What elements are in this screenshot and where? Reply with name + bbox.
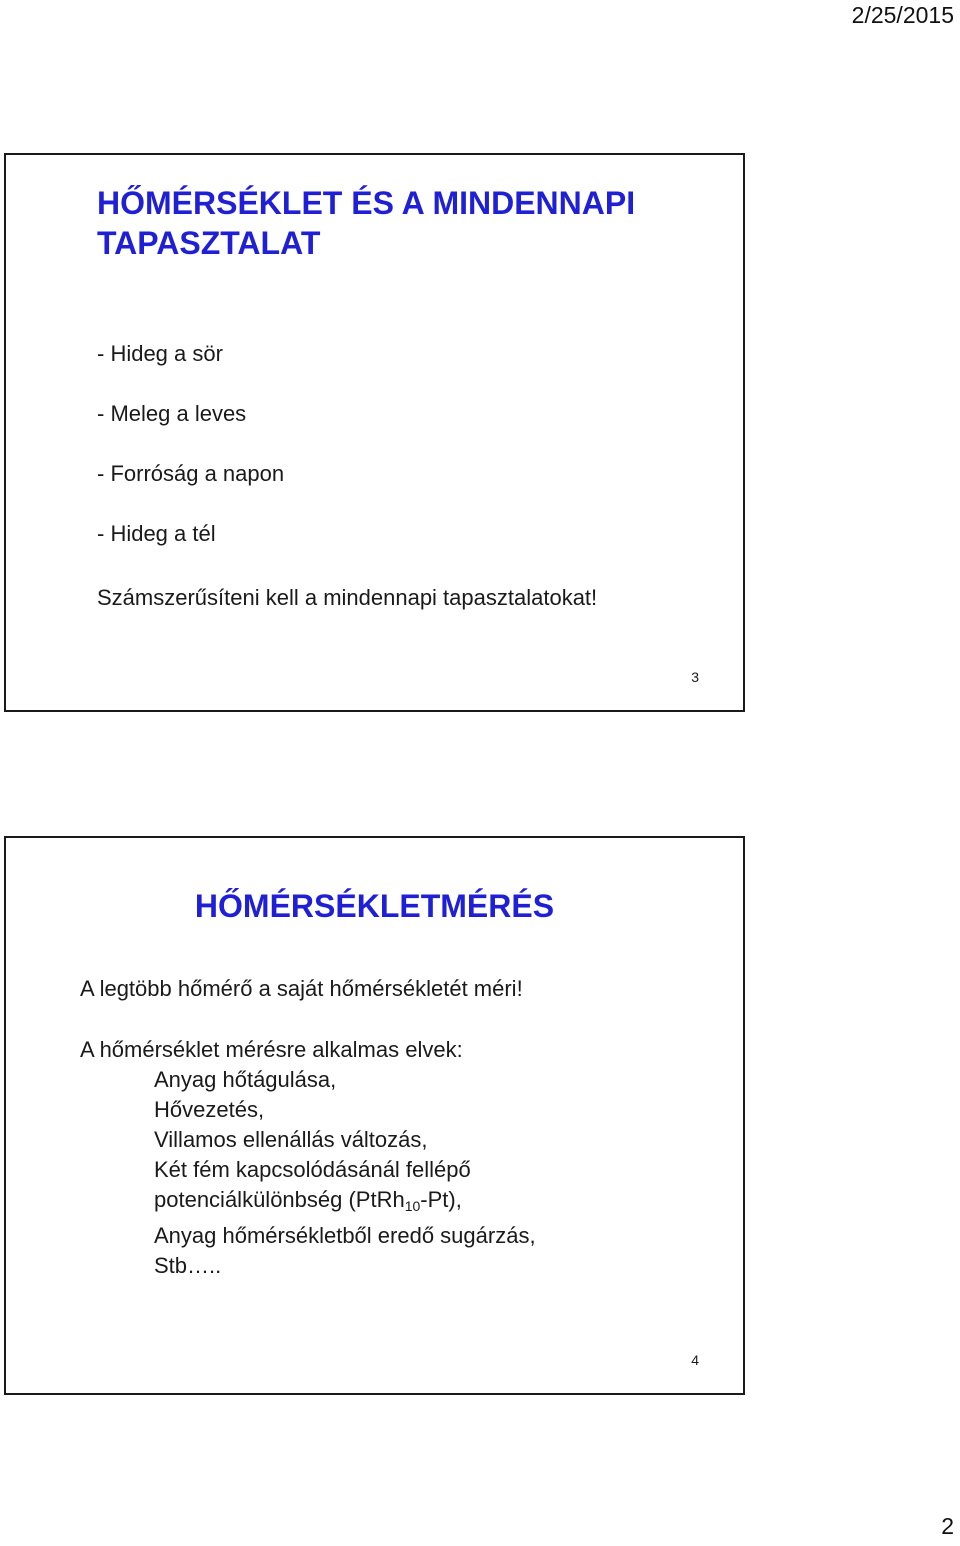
slide-3 [4, 153, 745, 712]
principles-list [154, 1065, 536, 1281]
list-item: Stb….. [154, 1253, 222, 1278]
list-item [154, 1185, 536, 1221]
list-item: - Forróság a napon [97, 461, 285, 486]
list-item: - Hideg a sör [97, 341, 223, 366]
slide-number: 4 [691, 1352, 699, 1368]
slide-3-title [97, 183, 635, 263]
list-item: Két fém kapcsolódásánál fellépő [154, 1157, 471, 1182]
page-number: 2 [941, 1513, 954, 1539]
slide-4 [4, 836, 745, 1395]
list-item: Anyag hőmérsékletből eredő sugárzás, [154, 1223, 536, 1248]
list-item: - Meleg a leves [97, 401, 247, 426]
potential-prefix: potenciálkülönbség (PtRh [154, 1187, 405, 1212]
slide-3-conclusion: Számszerűsíteni kell a mindennapi tapasztalatokat! [97, 585, 598, 610]
page-date: 2/25/2015 [851, 2, 954, 28]
slide-number: 3 [691, 669, 699, 685]
list-item: Hővezetés, [154, 1097, 265, 1122]
list-item: - Hideg a tél [97, 521, 216, 546]
slide-3-title-line-2: TAPASZTALAT [97, 225, 321, 261]
list-item: Anyag hőtágulása, [154, 1067, 337, 1092]
experience-list [97, 341, 284, 581]
potential-subscript: 10 [404, 1198, 421, 1214]
slide-4-title: HŐMÉRSÉKLETMÉRÉS [194, 888, 555, 924]
slide-3-title-line-1: HŐMÉRSÉKLET ÉS A MINDENNAPI [97, 185, 636, 221]
slide-4-intro: A legtöbb hőmérő a saját hőmérsékletét méri! [80, 976, 523, 1001]
list-item: Villamos ellenállás változás, [154, 1127, 428, 1152]
principles-heading: A hőmérséklet mérésre alkalmas elvek: [80, 1037, 463, 1062]
potential-suffix: -Pt), [420, 1187, 462, 1212]
